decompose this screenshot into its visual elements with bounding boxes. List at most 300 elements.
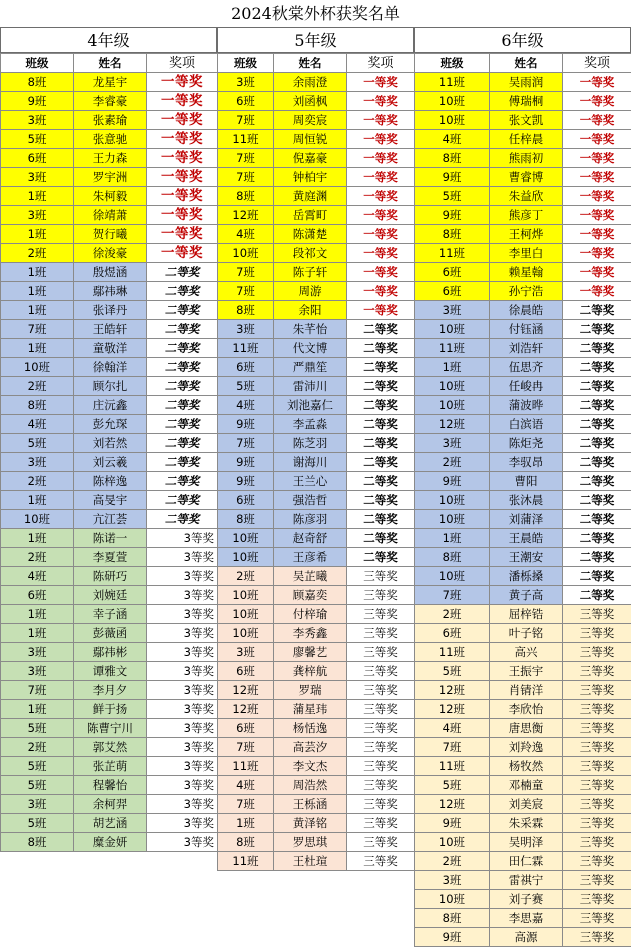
table-row <box>415 320 631 339</box>
award-cell: 三等奖 <box>563 795 631 814</box>
name-cell: 熊雨初 <box>490 149 563 168</box>
class-cell: 1班 <box>1 624 74 643</box>
table-row <box>218 282 415 301</box>
name-cell: 李秀鑫 <box>274 624 347 643</box>
name-cell: 段祁文 <box>274 244 347 263</box>
name-cell: 周游 <box>274 282 347 301</box>
table-row <box>415 434 631 453</box>
table-row <box>415 491 631 510</box>
name-cell: 彭允琛 <box>74 415 147 434</box>
award-cell: 二等奖 <box>147 510 218 529</box>
name-cell: 刘函枫 <box>274 92 347 111</box>
name-cell: 吴明泽 <box>490 833 563 852</box>
name-cell: 龙星宇 <box>74 73 147 92</box>
name-cell: 徐浚豪 <box>74 244 147 263</box>
table-row <box>218 757 415 776</box>
class-cell: 7班 <box>218 282 274 301</box>
name-cell: 陈子轩 <box>274 263 347 282</box>
class-cell: 3班 <box>1 795 74 814</box>
table-row <box>415 643 631 662</box>
table-row <box>218 681 415 700</box>
award-cell: 三等奖 <box>347 605 415 624</box>
table-row <box>415 928 631 947</box>
table-row <box>1 263 218 282</box>
grade-4-header: 4年级 <box>0 27 217 53</box>
class-cell: 10班 <box>1 358 74 377</box>
class-cell: 3班 <box>415 434 490 453</box>
class-cell: 10班 <box>218 586 274 605</box>
table-row <box>415 605 631 624</box>
class-cell: 6班 <box>218 92 274 111</box>
award-cell: 一等奖 <box>147 187 218 206</box>
name-cell: 谭雅文 <box>74 662 147 681</box>
table-row <box>415 529 631 548</box>
award-cell: 二等奖 <box>347 320 415 339</box>
class-cell: 10班 <box>218 244 274 263</box>
award-cell: 二等奖 <box>147 282 218 301</box>
name-cell: 童敬洋 <box>74 339 147 358</box>
award-cell: 一等奖 <box>563 244 631 263</box>
award-cell: 二等奖 <box>147 415 218 434</box>
name-cell: 曹睿博 <box>490 168 563 187</box>
table-row <box>1 225 218 244</box>
award-cell: 三等奖 <box>563 624 631 643</box>
name-cell: 幸子涵 <box>74 605 147 624</box>
name-cell: 高芸汐 <box>274 738 347 757</box>
class-cell: 9班 <box>218 472 274 491</box>
name-cell: 赵奇舒 <box>274 529 347 548</box>
award-cell: 二等奖 <box>147 320 218 339</box>
table-row <box>415 890 631 909</box>
class-cell: 2班 <box>218 567 274 586</box>
name-cell: 殷煜涵 <box>74 263 147 282</box>
name-cell: 陈芝羽 <box>274 434 347 453</box>
column-header-name: 姓名 <box>274 54 347 73</box>
table-row <box>218 320 415 339</box>
award-cell: 三等奖 <box>563 890 631 909</box>
award-cell: 三等奖 <box>347 700 415 719</box>
name-cell: 潘栎搡 <box>490 567 563 586</box>
name-cell: 李孟淼 <box>274 415 347 434</box>
award-cell: 一等奖 <box>147 73 218 92</box>
name-cell: 顾嘉奕 <box>274 586 347 605</box>
class-cell: 8班 <box>415 909 490 928</box>
class-cell: 9班 <box>415 928 490 947</box>
class-cell: 4班 <box>1 567 74 586</box>
table-row <box>415 168 631 187</box>
class-cell: 5班 <box>415 187 490 206</box>
award-cell: 二等奖 <box>147 358 218 377</box>
award-cell: 一等奖 <box>347 149 415 168</box>
name-cell: 王潮安 <box>490 548 563 567</box>
table-row <box>1 814 218 833</box>
table-row <box>218 206 415 225</box>
name-cell: 陈曹宁川 <box>74 719 147 738</box>
class-cell: 3班 <box>1 111 74 130</box>
award-cell: 三等奖 <box>563 700 631 719</box>
class-cell: 3班 <box>1 206 74 225</box>
class-cell: 12班 <box>218 206 274 225</box>
name-cell: 高旻宇 <box>74 491 147 510</box>
class-cell: 3班 <box>1 168 74 187</box>
award-cell: 三等奖 <box>347 643 415 662</box>
table-row <box>1 339 218 358</box>
class-cell: 7班 <box>1 320 74 339</box>
award-cell: 3等奖 <box>147 529 218 548</box>
class-cell: 8班 <box>415 548 490 567</box>
award-cell: 一等奖 <box>147 149 218 168</box>
table-row <box>218 700 415 719</box>
award-cell: 3等奖 <box>147 757 218 776</box>
award-cell: 三等奖 <box>563 852 631 871</box>
award-cell: 二等奖 <box>563 453 631 472</box>
class-cell: 3班 <box>1 643 74 662</box>
award-cell: 三等奖 <box>347 681 415 700</box>
table-row <box>415 738 631 757</box>
class-cell: 10班 <box>415 92 490 111</box>
column-header-name: 姓名 <box>490 54 563 73</box>
award-cell: 一等奖 <box>347 301 415 320</box>
award-cell: 3等奖 <box>147 738 218 757</box>
column-header-class: 班级 <box>218 54 274 73</box>
name-cell: 孙宁浩 <box>490 282 563 301</box>
name-cell: 雷祺宁 <box>490 871 563 890</box>
class-cell: 5班 <box>415 662 490 681</box>
class-cell: 9班 <box>218 453 274 472</box>
award-cell: 二等奖 <box>347 434 415 453</box>
table-row <box>1 206 218 225</box>
table-row <box>218 339 415 358</box>
award-cell: 二等奖 <box>147 263 218 282</box>
award-cell: 二等奖 <box>347 472 415 491</box>
table-row <box>1 833 218 852</box>
name-cell: 代文博 <box>274 339 347 358</box>
name-cell: 王晨皓 <box>490 529 563 548</box>
award-cell: 二等奖 <box>147 396 218 415</box>
class-cell: 3班 <box>218 73 274 92</box>
award-cell: 3等奖 <box>147 814 218 833</box>
award-cell: 二等奖 <box>147 377 218 396</box>
class-cell: 9班 <box>415 168 490 187</box>
table-row <box>415 719 631 738</box>
name-cell: 朱采霖 <box>490 814 563 833</box>
name-cell: 陈炬尧 <box>490 434 563 453</box>
column-header-class: 班级 <box>415 54 490 73</box>
table-row <box>415 833 631 852</box>
name-cell: 郭艾然 <box>74 738 147 757</box>
class-cell: 5班 <box>218 377 274 396</box>
award-cell: 一等奖 <box>147 244 218 263</box>
table-row <box>218 263 415 282</box>
award-cell: 一等奖 <box>563 225 631 244</box>
class-cell: 9班 <box>218 415 274 434</box>
award-cell: 二等奖 <box>563 320 631 339</box>
name-cell: 赖星翰 <box>490 263 563 282</box>
table-row <box>415 776 631 795</box>
award-cell: 三等奖 <box>563 681 631 700</box>
name-cell: 徐靖萧 <box>74 206 147 225</box>
award-cell: 一等奖 <box>347 225 415 244</box>
class-cell: 10班 <box>218 548 274 567</box>
class-cell: 3班 <box>1 453 74 472</box>
table-row <box>415 795 631 814</box>
class-cell: 8班 <box>218 510 274 529</box>
table-row <box>218 149 415 168</box>
class-cell: 10班 <box>1 510 74 529</box>
table-row <box>1 776 218 795</box>
column-header-award: 奖项 <box>147 54 218 73</box>
table-row <box>218 244 415 263</box>
class-cell: 7班 <box>218 434 274 453</box>
grade-5-table <box>217 53 415 871</box>
class-cell: 8班 <box>1 396 74 415</box>
award-cell: 二等奖 <box>147 339 218 358</box>
table-row <box>218 719 415 738</box>
table-row <box>1 548 218 567</box>
award-cell: 二等奖 <box>347 529 415 548</box>
table-row <box>415 415 631 434</box>
award-cell: 三等奖 <box>347 586 415 605</box>
table-row <box>415 700 631 719</box>
award-cell: 二等奖 <box>147 491 218 510</box>
class-cell: 7班 <box>218 263 274 282</box>
class-cell: 4班 <box>1 415 74 434</box>
table-row <box>1 472 218 491</box>
class-cell: 12班 <box>415 795 490 814</box>
class-cell: 1班 <box>1 339 74 358</box>
table-row <box>218 130 415 149</box>
award-cell: 一等奖 <box>147 130 218 149</box>
name-cell: 朱芊怡 <box>274 320 347 339</box>
table-row <box>218 586 415 605</box>
award-cell: 二等奖 <box>563 377 631 396</box>
name-cell: 付钰涵 <box>490 320 563 339</box>
award-cell: 一等奖 <box>563 92 631 111</box>
award-cell: 一等奖 <box>347 168 415 187</box>
award-cell: 三等奖 <box>347 567 415 586</box>
award-cell: 二等奖 <box>347 358 415 377</box>
award-cell: 三等奖 <box>563 814 631 833</box>
table-row <box>218 225 415 244</box>
table-row <box>415 244 631 263</box>
class-cell: 1班 <box>1 301 74 320</box>
name-cell: 张意驰 <box>74 130 147 149</box>
class-cell: 1班 <box>1 187 74 206</box>
name-cell: 陈彦羽 <box>274 510 347 529</box>
award-cell: 三等奖 <box>347 624 415 643</box>
class-cell: 12班 <box>218 700 274 719</box>
table-row <box>415 225 631 244</box>
class-cell: 7班 <box>415 738 490 757</box>
award-cell: 二等奖 <box>563 358 631 377</box>
class-cell: 11班 <box>415 643 490 662</box>
name-cell: 王力森 <box>74 149 147 168</box>
name-cell: 付梓瑜 <box>274 605 347 624</box>
award-cell: 二等奖 <box>147 453 218 472</box>
table-row <box>415 263 631 282</box>
table-row <box>415 339 631 358</box>
table-row <box>415 130 631 149</box>
name-cell: 张芷萌 <box>74 757 147 776</box>
award-cell: 三等奖 <box>347 795 415 814</box>
table-row <box>415 871 631 890</box>
table-row <box>1 567 218 586</box>
name-cell: 刘羚逸 <box>490 738 563 757</box>
table-row <box>218 662 415 681</box>
name-cell: 高源 <box>490 928 563 947</box>
award-cell: 一等奖 <box>147 206 218 225</box>
name-cell: 任梓晨 <box>490 130 563 149</box>
name-cell: 李睿豪 <box>74 92 147 111</box>
table-row <box>218 567 415 586</box>
table-row <box>1 301 218 320</box>
award-cell: 一等奖 <box>563 111 631 130</box>
class-cell: 10班 <box>218 529 274 548</box>
class-cell: 5班 <box>1 130 74 149</box>
class-cell: 8班 <box>218 301 274 320</box>
table-row <box>1 738 218 757</box>
class-cell: 9班 <box>415 472 490 491</box>
award-cell: 三等奖 <box>563 757 631 776</box>
grade-5-header: 5年级 <box>217 27 414 53</box>
name-cell: 王皓轩 <box>74 320 147 339</box>
class-cell: 7班 <box>218 795 274 814</box>
table-row <box>1 168 218 187</box>
class-cell: 7班 <box>1 681 74 700</box>
class-cell: 8班 <box>1 73 74 92</box>
award-cell: 二等奖 <box>563 529 631 548</box>
table-row <box>415 472 631 491</box>
award-cell: 二等奖 <box>347 548 415 567</box>
column-header-award: 奖项 <box>563 54 631 73</box>
table-row <box>415 909 631 928</box>
class-cell: 12班 <box>415 700 490 719</box>
table-row <box>1 244 218 263</box>
name-cell: 陈研巧 <box>74 567 147 586</box>
name-cell: 王栎涵 <box>274 795 347 814</box>
table-row <box>218 833 415 852</box>
table-row <box>1 700 218 719</box>
name-cell: 刘子赛 <box>490 890 563 909</box>
award-cell: 二等奖 <box>563 548 631 567</box>
class-cell: 3班 <box>218 643 274 662</box>
award-cell: 三等奖 <box>563 871 631 890</box>
award-cell: 三等奖 <box>563 643 631 662</box>
table-row <box>1 149 218 168</box>
class-cell: 10班 <box>415 890 490 909</box>
class-cell: 11班 <box>415 757 490 776</box>
award-cell: 一等奖 <box>347 206 415 225</box>
name-cell: 陈潇楚 <box>274 225 347 244</box>
table-row <box>218 92 415 111</box>
name-cell: 庄沅鑫 <box>74 396 147 415</box>
name-cell: 程馨怡 <box>74 776 147 795</box>
class-cell: 6班 <box>218 662 274 681</box>
award-cell: 3等奖 <box>147 700 218 719</box>
name-cell: 王振宇 <box>490 662 563 681</box>
class-cell: 5班 <box>1 814 74 833</box>
class-cell: 8班 <box>218 833 274 852</box>
table-row <box>218 187 415 206</box>
name-cell: 熊彦丁 <box>490 206 563 225</box>
table-row <box>218 605 415 624</box>
name-cell: 龚梓航 <box>274 662 347 681</box>
table-row <box>1 605 218 624</box>
class-cell: 12班 <box>415 681 490 700</box>
table-row <box>218 472 415 491</box>
class-cell: 6班 <box>1 149 74 168</box>
table-row <box>1 453 218 472</box>
name-cell: 李夏萱 <box>74 548 147 567</box>
award-cell: 一等奖 <box>347 187 415 206</box>
award-cell: 三等奖 <box>347 814 415 833</box>
class-cell: 10班 <box>415 567 490 586</box>
class-cell: 1班 <box>415 358 490 377</box>
award-cell: 三等奖 <box>563 738 631 757</box>
column-header-class: 班级 <box>1 54 74 73</box>
award-cell: 一等奖 <box>563 149 631 168</box>
award-cell: 三等奖 <box>563 662 631 681</box>
class-cell: 8班 <box>1 833 74 852</box>
name-cell: 鄢祎彬 <box>74 643 147 662</box>
class-cell: 11班 <box>218 757 274 776</box>
name-cell: 周浩然 <box>274 776 347 795</box>
class-cell: 2班 <box>415 852 490 871</box>
class-cell: 9班 <box>1 92 74 111</box>
table-row <box>1 662 218 681</box>
name-cell: 刘婉廷 <box>74 586 147 605</box>
award-cell: 二等奖 <box>347 415 415 434</box>
name-cell: 胡艺涵 <box>74 814 147 833</box>
award-cell: 一等奖 <box>347 130 415 149</box>
name-cell: 余雨澄 <box>274 73 347 92</box>
award-cell: 三等奖 <box>347 852 415 871</box>
class-cell: 8班 <box>415 225 490 244</box>
name-cell: 李驭昂 <box>490 453 563 472</box>
table-row <box>218 396 415 415</box>
table-row <box>218 643 415 662</box>
name-cell: 张译丹 <box>74 301 147 320</box>
award-cell: 一等奖 <box>347 282 415 301</box>
award-cell: 一等奖 <box>347 73 415 92</box>
name-cell: 鄢祎琳 <box>74 282 147 301</box>
award-cell: 三等奖 <box>347 719 415 738</box>
table-header-row <box>1 54 218 73</box>
award-cell: 一等奖 <box>147 225 218 244</box>
table-row <box>415 814 631 833</box>
table-row <box>218 529 415 548</box>
table-row <box>1 586 218 605</box>
class-cell: 9班 <box>415 206 490 225</box>
name-cell: 李文杰 <box>274 757 347 776</box>
table-row <box>1 681 218 700</box>
table-row <box>1 510 218 529</box>
award-cell: 3等奖 <box>147 662 218 681</box>
name-cell: 余柯羿 <box>74 795 147 814</box>
class-cell: 5班 <box>1 719 74 738</box>
class-cell: 1班 <box>1 491 74 510</box>
name-cell: 朱柯毅 <box>74 187 147 206</box>
name-cell: 傅瑞桐 <box>490 92 563 111</box>
class-cell: 6班 <box>415 282 490 301</box>
class-cell: 10班 <box>415 320 490 339</box>
award-cell: 3等奖 <box>147 833 218 852</box>
award-cell: 二等奖 <box>347 339 415 358</box>
class-cell: 3班 <box>415 871 490 890</box>
award-cell: 一等奖 <box>147 92 218 111</box>
class-cell: 2班 <box>1 472 74 491</box>
award-cell: 一等奖 <box>563 263 631 282</box>
